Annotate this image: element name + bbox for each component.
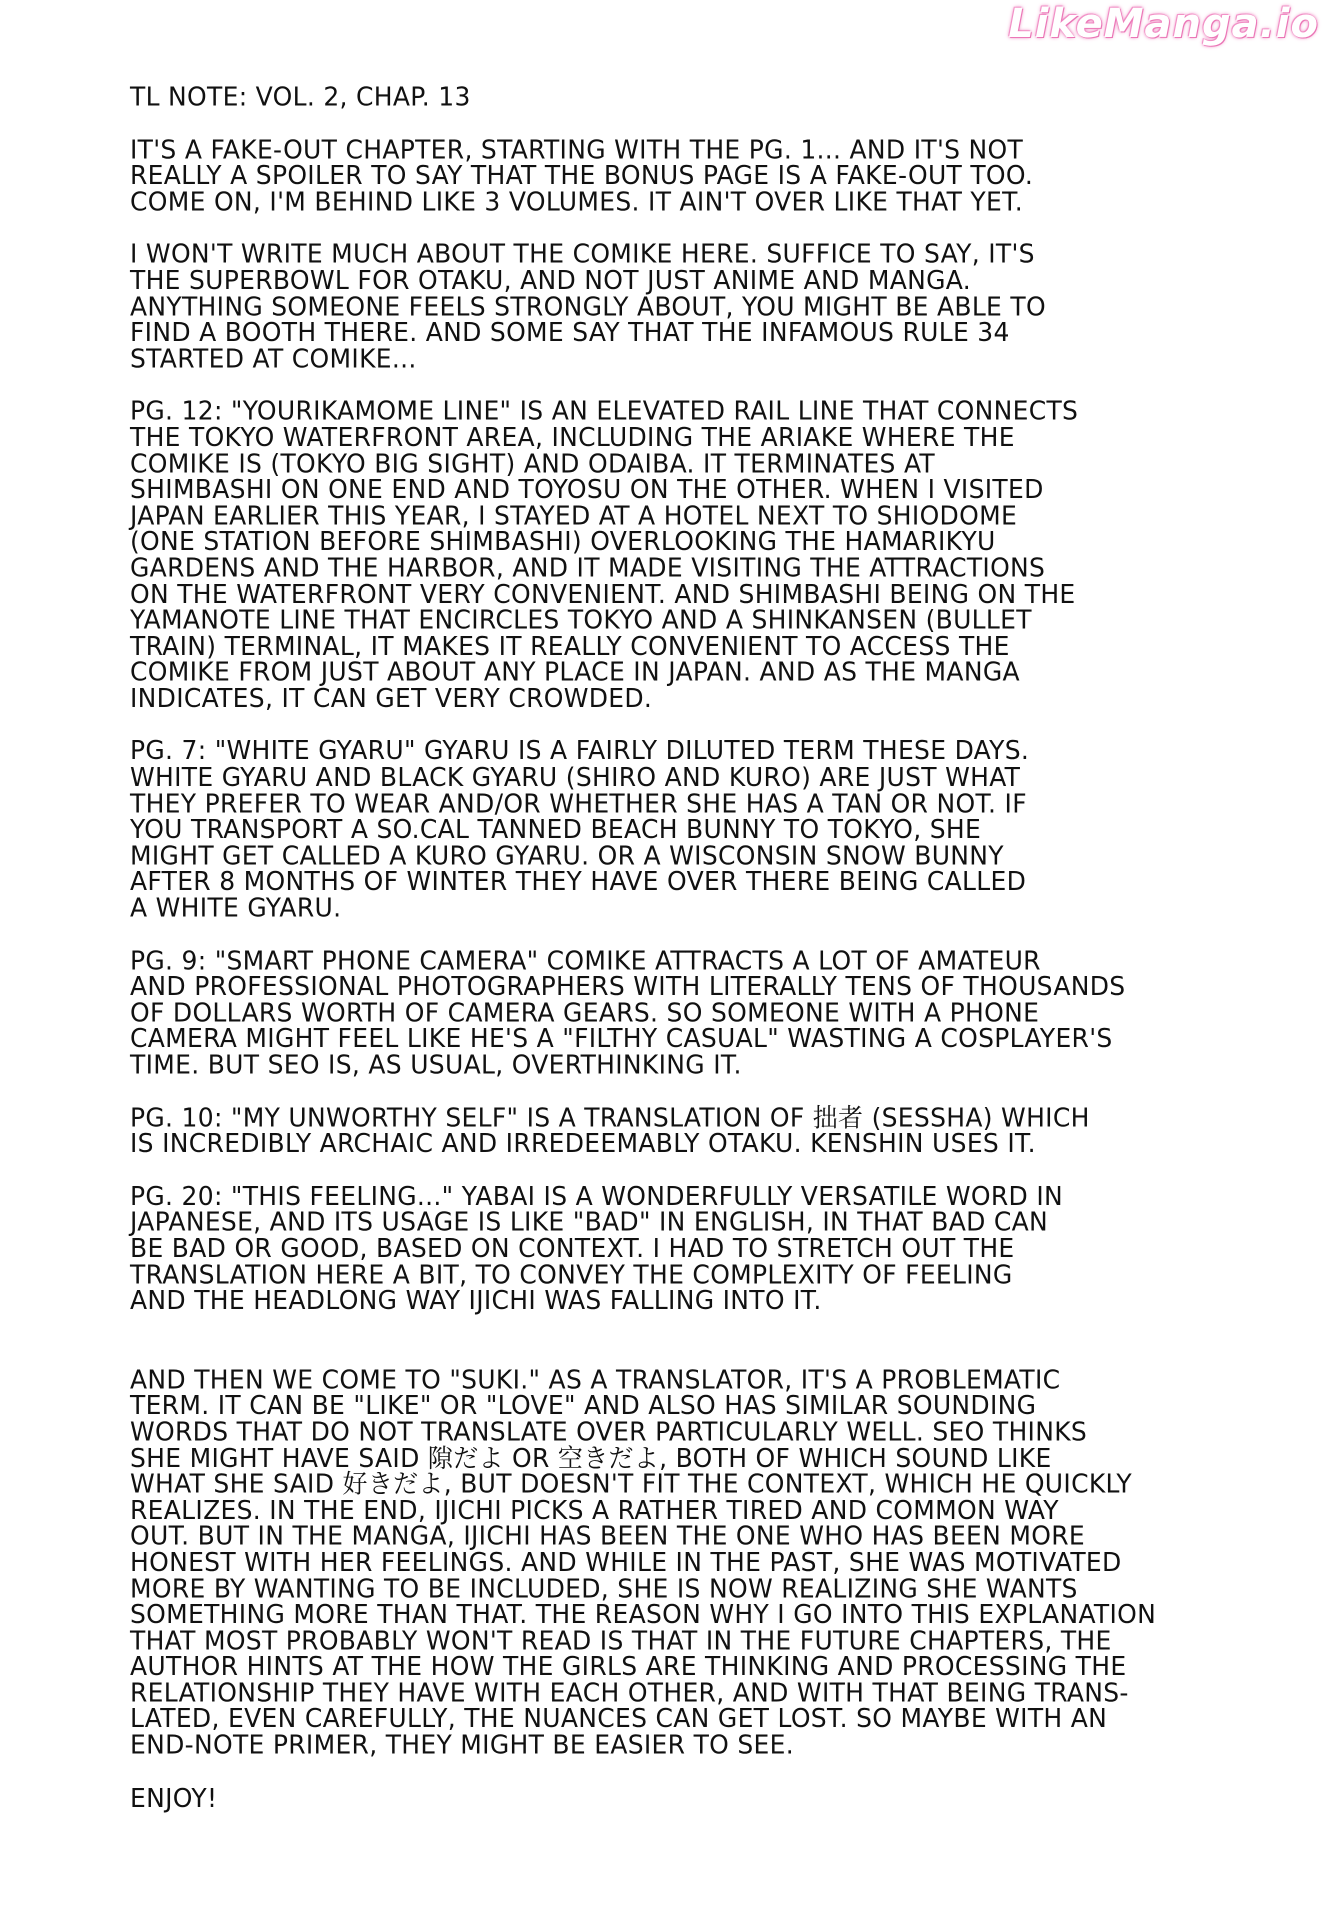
paragraph-fake-out: IT'S A FAKE-OUT CHAPTER, STARTING WITH THE PG. 1... AND IT'S NOT REALLY A SPOILER TO SAY THAT THE BONUS PAGE IS A FAKE-OUT TOO. COME ON, I'M BEHIND LIKE 3 VOLUMES. IT AIN'T OVER LIKE THAT YET. — [130, 134, 1034, 217]
paragraph-comike: I WON'T WRITE MUCH ABOUT THE COMIKE HERE. SUFFICE TO SAY, IT'S THE SUPERBOWL FOR OTAKU, AND NOT JUST ANIME AND MANGA. ANYTHING SOMEONE FEELS STRONGLY ABOUT, YOU MIGHT BE ABLE TO FIND A BOOTH THERE. AND SOME SAY THAT THE INFAMOUS RULE 34 STARTED AT COMIKE... — [130, 239, 1046, 374]
translation-note-body — [130, 81, 1290, 1813]
paragraph-suki: AND THEN WE COME TO "SUKI." AS A TRANSLATOR, IT'S A PROBLEMATIC TERM. IT CAN BE "LIKE" OR "LOVE" AND ALSO HAS SIMILAR SOUNDING WORDS THAT DO NOT TRANSLATE OVER PARTICULARLY WELL. SEO THINKS SHE MIGHT HAVE SAID 隙だよ OR 空きだよ, BOTH OF WHICH SOUND LIKE WHAT SHE SAID 好きだよ, BUT DOESN'T FIT THE CONTEXT, WHICH HE QUICKLY REALIZES. IN THE END, IJICHI PICKS A RATHER TIRED AND COMMON WAY OUT. BUT IN THE MANGA, IJICHI HAS BEEN THE ONE WHO HAS BEEN MORE HONEST WITH HER FEELINGS. AND WHILE IN THE PAST, SHE WAS MOTIVATED MORE BY WANTING TO BE INCLUDED, SHE IS NOW REALIZING SHE WANTS SOMETHING MORE THAN THAT. THE REASON WHY I GO INTO THIS EXPLANATION THAT MOST PROBABLY WON'T READ IS THAT IN THE FUTURE CHAPTERS, THE AUTHOR HINTS AT THE HOW THE GIRLS ARE THINKING AND PROCESSING THE RELATIONSHIP THEY HAVE WITH EACH OTHER, AND WITH THAT BEING TRANS- LATED, EVEN CAREFULLY, THE NUANCES CAN GET LOST. SO MAYBE WITH AN END-NOTE PRIMER, THEY MIGHT BE EASIER TO SEE. — [130, 1364, 1157, 1760]
paragraph-smartphone-camera: PG. 9: "SMART PHONE CAMERA" COMIKE ATTRACTS A LOT OF AMATEUR AND PROFESSIONAL PHOTOGRAPHERS WITH LITERALLY TENS OF THOUSANDS OF DOLLARS WORTH OF CAMERA GEARS. SO SOMEONE WITH A PHONE CAMERA MIGHT FEEL LIKE HE'S A "FILTHY CASUAL" WASTING A COSPLAYER'S TIME. BUT SEO IS, AS USUAL, OVERTHINKING IT. — [130, 945, 1126, 1080]
paragraph-white-gyaru: PG. 7: "WHITE GYARU" GYARU IS A FAIRLY DILUTED TERM THESE DAYS. WHITE GYARU AND BLACK GYARU (SHIRO AND KURO) ARE JUST WHAT THEY PREFER TO WEAR AND/OR WHETHER SHE HAS A TAN OR NOT. IF YOU TRANSPORT A SO.CAL TANNED BEACH BUNNY TO TOKYO, SHE MIGHT GET CALLED A KURO GYARU. OR A WISCONSIN SNOW BUNNY AFTER 8 MONTHS OF WINTER THEY HAVE OVER THERE BEING CALLED A WHITE GYARU. — [130, 736, 1030, 923]
paragraph-this-feeling: PG. 20: "THIS FEELING..." YABAI IS A WONDERFULLY VERSATILE WORD IN JAPANESE, AND ITS USAGE IS LIKE "BAD" IN ENGLISH, IN THAT BAD CAN BE BAD OR GOOD, BASED ON CONTEXT. I HAD TO STRETCH OUT THE TRANSLATION HERE A BIT, TO CONVEY THE COMPLEXITY OF FEELING AND THE HEADLONG WAY IJICHI WAS FALLING INTO IT. — [130, 1181, 1064, 1316]
paragraph-unworthy-self: PG. 10: "MY UNWORTHY SELF" IS A TRANSLATION OF 拙者 (SESSHA) WHICH IS INCREDIBLY ARCHAIC AND IRREDEEMABLY OTAKU. KENSHIN USES IT. — [130, 1102, 1090, 1159]
paragraph-enjoy: ENJOY! — [130, 1782, 218, 1813]
note-heading: TL NOTE: VOL. 2, CHAP. 13 — [130, 81, 471, 112]
watermark-logo: LikeManga.io — [1008, 1, 1319, 47]
paragraph-yurikamome: PG. 12: "YOURIKAMOME LINE" IS AN ELEVATED RAIL LINE THAT CONNECTS THE TOKYO WATERFRONT AREA, INCLUDING THE ARIAKE WHERE THE COMIKE IS (TOKYO BIG SIGHT) AND ODAIBA. IT TERMINATES AT SHIMBASHI ON ONE END AND TOYOSU ON THE OTHER. WHEN I VISITED JAPAN EARLIER THIS YEAR, I STAYED AT A HOTEL NEXT TO SHIODOME (ONE STATION BEFORE SHIMBASHI) OVERLOOKING THE HAMARIKYU GARDENS AND THE HARBOR, AND IT MADE VISITING THE ATTRACTIONS ON THE WATERFRONT VERY CONVENIENT. AND SHIMBASHI BEING ON THE YAMANOTE LINE THAT ENCIRCLES TOKYO AND A SHINKANSEN (BULLET TRAIN) TERMINAL, IT MAKES IT REALLY CONVENIENT TO ACCESS THE COMIKE FROM JUST ABOUT ANY PLACE IN JAPAN. AND AS THE MANGA INDICATES, IT CAN GET VERY CROWDED. — [130, 396, 1079, 714]
